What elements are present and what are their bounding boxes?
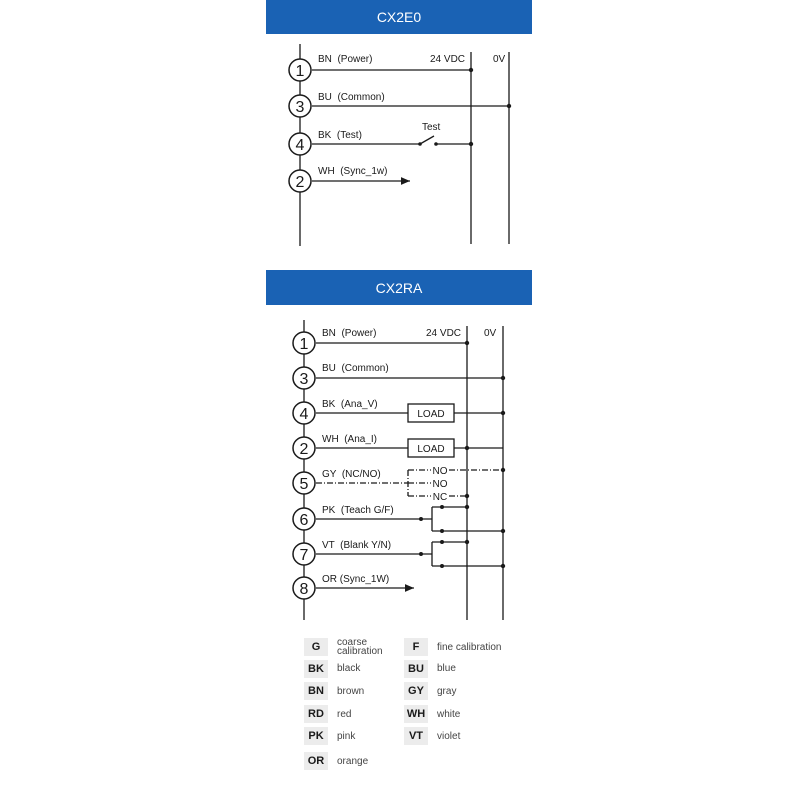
legend-code: BN [304,682,328,700]
load-label: LOAD [417,444,445,455]
wire-label: PK (Teach G/F) [322,505,394,516]
legend-code: BU [404,660,428,678]
contact-label: NO [432,466,448,477]
wire-label: BK (Ana_V) [322,399,378,410]
legend-name: black [337,663,361,674]
legend-name: orange [337,756,369,767]
legend-name: coarse calibration [337,637,383,657]
legend-name: violet [437,731,461,742]
supply-24vdc-label: 24 VDC [426,328,462,339]
wire-label: BN (Power) [318,54,373,65]
legend-code: OR [304,752,328,770]
diagram-cx2e0 [300,44,509,246]
legend-code: F [404,638,428,656]
wire-label: VT (Blank Y/N) [322,540,392,551]
test-switch [420,136,434,144]
supply-0v-label: 0V [484,328,497,339]
wire-label: BK (Test) [318,130,362,141]
pin-number: 3 [299,371,309,388]
legend-code: G [304,638,328,656]
wire-label: GY (NC/NO) [322,469,381,480]
legend-code: VT [404,727,428,745]
load-label: LOAD [417,409,445,420]
legend-name: white [437,709,461,720]
wire-label: WH (Sync_1w) [318,166,388,177]
legend-name: fine calibration [437,642,502,653]
pin-number: 4 [299,406,309,423]
wire-label: BU (Common) [322,363,389,374]
supply-0v-label: 0V [493,54,506,65]
pin-number: 8 [299,581,309,598]
legend-name: blue [437,663,456,674]
legend-name: brown [337,686,365,697]
pin-number: 2 [299,441,309,458]
supply-24vdc-label: 24 VDC [430,54,466,65]
pin-number: 7 [299,547,309,564]
legend-name: red [337,709,352,720]
legend-code: BK [304,660,328,678]
contact-label: NO [432,479,448,490]
junction-dots [418,68,511,146]
legend-name: gray [437,686,457,697]
legend-code: PK [304,727,328,745]
pin-number: 2 [295,174,305,191]
pin-number: 1 [299,336,309,353]
diagram-title: CX2RA [375,279,423,296]
pin-number: 3 [295,99,305,116]
switch-label: Test [422,122,441,133]
wire-labels [318,54,506,177]
wire-label: BN (Power) [322,328,377,339]
diagram-title: CX2E0 [376,9,422,25]
pin-number: 4 [295,137,305,154]
legend-name: pink [337,731,356,742]
wire-label: WH (Ana_I) [322,434,378,445]
pin-number: 1 [295,63,305,80]
contact-label: NC [432,492,448,503]
wire-label: BU (Common) [318,92,385,103]
legend-code: RD [304,705,328,723]
legend-code: WH [404,705,428,723]
pin-number: 6 [299,512,309,529]
wire-label: OR (Sync_1W) [322,574,390,585]
legend-code: GY [404,682,428,700]
pin-number: 5 [299,476,309,493]
